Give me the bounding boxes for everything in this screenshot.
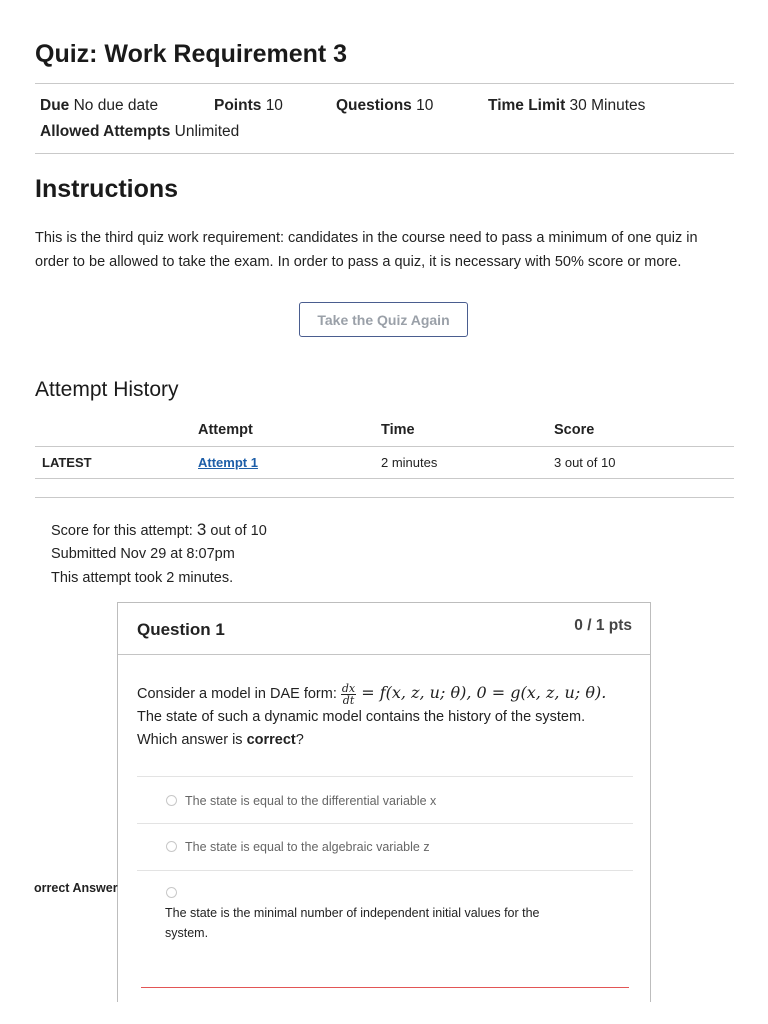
derivative-fraction: $\frac{dx}{dt}$ bbox=[341, 681, 356, 707]
answer-divider bbox=[137, 870, 633, 871]
question-text bbox=[137, 681, 637, 752]
table-divider bbox=[35, 446, 734, 447]
score-prefix: Score for this attempt: bbox=[51, 523, 193, 539]
points-label: Points bbox=[214, 97, 262, 114]
due-value: No due date bbox=[73, 97, 159, 114]
question-intro-line bbox=[137, 681, 637, 706]
latest-tag: LATEST bbox=[42, 455, 92, 470]
time-limit-value: 30 Minutes bbox=[569, 97, 646, 114]
attempt-time: 2 minutes bbox=[381, 455, 438, 470]
attempts-meta bbox=[40, 123, 239, 141]
attempt-history-heading: Attempt History bbox=[35, 378, 179, 401]
questions-value: 10 bbox=[416, 97, 434, 114]
attempt-score: 3 out of 10 bbox=[554, 455, 616, 470]
score-summary bbox=[51, 520, 267, 540]
divider bbox=[35, 153, 734, 154]
question-title: Question 1 bbox=[137, 620, 225, 639]
score-suffix: out of 10 bbox=[210, 523, 267, 539]
answer-divider bbox=[137, 823, 633, 824]
due-meta bbox=[40, 97, 158, 115]
question-intro: Consider a model in DAE form: bbox=[137, 686, 337, 702]
take-quiz-again-button[interactable]: Take the Quiz Again bbox=[299, 302, 468, 337]
question-line-2: The state of such a dynamic model contains the history of the system. bbox=[137, 709, 586, 725]
questions-label: Questions bbox=[336, 97, 412, 114]
radio-button[interactable] bbox=[166, 887, 177, 898]
page-title: Quiz: Work Requirement 3 bbox=[35, 40, 348, 68]
column-header-attempt: Attempt bbox=[198, 422, 253, 438]
column-header-time: Time bbox=[381, 422, 415, 438]
correct-answer-label: orrect Answer bbox=[34, 881, 118, 895]
question-line-3: Which answer is correct? bbox=[137, 732, 304, 748]
radio-button[interactable] bbox=[166, 841, 177, 852]
questions-meta bbox=[336, 97, 433, 115]
points-meta bbox=[214, 97, 283, 115]
table-divider bbox=[35, 478, 734, 479]
time-limit-meta bbox=[488, 97, 645, 115]
answer-divider bbox=[137, 776, 633, 777]
answer-divider-red bbox=[141, 987, 629, 988]
points-value: 10 bbox=[265, 97, 283, 114]
answer-text: The state is equal to the differential variable x bbox=[185, 794, 437, 808]
due-label: Due bbox=[40, 97, 70, 114]
correct-emphasis: correct bbox=[246, 732, 296, 748]
divider bbox=[35, 83, 734, 84]
score-value: 3 bbox=[196, 520, 207, 539]
question-header bbox=[118, 603, 650, 655]
divider bbox=[35, 497, 734, 498]
question-card bbox=[117, 602, 651, 1002]
column-header-score: Score bbox=[554, 422, 595, 438]
answer-text: The state is equal to the algebraic variable z bbox=[185, 840, 430, 854]
dae-equation: = f(x, z, u; θ), 0 = g(x, z, u; θ). bbox=[356, 683, 607, 702]
submitted-time: Submitted Nov 29 at 8:07pm bbox=[51, 546, 235, 562]
attempt-duration: This attempt took 2 minutes. bbox=[51, 570, 234, 586]
time-limit-label: Time Limit bbox=[488, 97, 566, 114]
attempts-value: Unlimited bbox=[174, 123, 240, 140]
radio-button[interactable] bbox=[166, 795, 177, 806]
answer-text: The state is the minimal number of independent initial values for the system. bbox=[165, 906, 540, 940]
instructions-heading: Instructions bbox=[35, 175, 179, 203]
attempts-label: Allowed Attempts bbox=[40, 123, 171, 140]
attempt-1-link[interactable]: Attempt 1 bbox=[198, 455, 258, 470]
question-points: 0 / 1 pts bbox=[574, 617, 632, 634]
instructions-text: This is the third quiz work requirement: candidates in the course need to pass a minimum of one quiz in order to be allowed to take the exam. In order to pass a quiz, it is necessary with 50% score or more. bbox=[35, 230, 698, 270]
